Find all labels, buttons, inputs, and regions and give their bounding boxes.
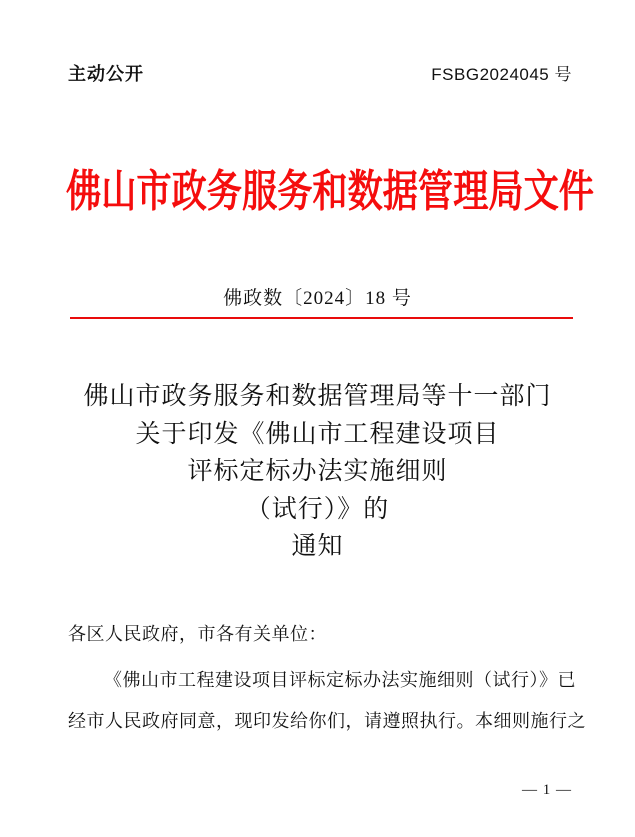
masthead-title: 佛山市政务服务和数据管理局文件 xyxy=(66,167,594,216)
notice-title xyxy=(0,378,635,566)
notice-title-line: 通知 xyxy=(291,533,344,560)
salutation: 各区人民政府，市各有关单位： xyxy=(68,624,327,644)
notice-title-line: 评标定标办法实施细则 xyxy=(187,458,448,485)
notice-title-line: 关于印发《佛山市工程建设项目 xyxy=(135,420,500,448)
doc-number: 佛政数〔2024〕18 号 xyxy=(223,288,412,309)
reference-code: FSBG2024045 号 xyxy=(431,65,572,84)
page-number: — 1 — xyxy=(522,782,572,798)
masthead xyxy=(0,155,635,219)
body-paragraph xyxy=(68,660,586,742)
body-paragraph-line: 《佛山市工程建设项目评标定标办法实施细则（试行）》已 xyxy=(104,670,576,690)
notice-title-line: （试行）》的 xyxy=(245,495,390,523)
notice-title-line: 佛山市政务服务和数据管理局等十一部门 xyxy=(83,383,552,410)
disclosure-label: 主动公开 xyxy=(68,64,144,84)
body-paragraph-line: 经市人民政府同意，现印发给你们，请遵照执行。本细则施行之 xyxy=(68,711,586,731)
red-separator-rule xyxy=(70,317,573,319)
